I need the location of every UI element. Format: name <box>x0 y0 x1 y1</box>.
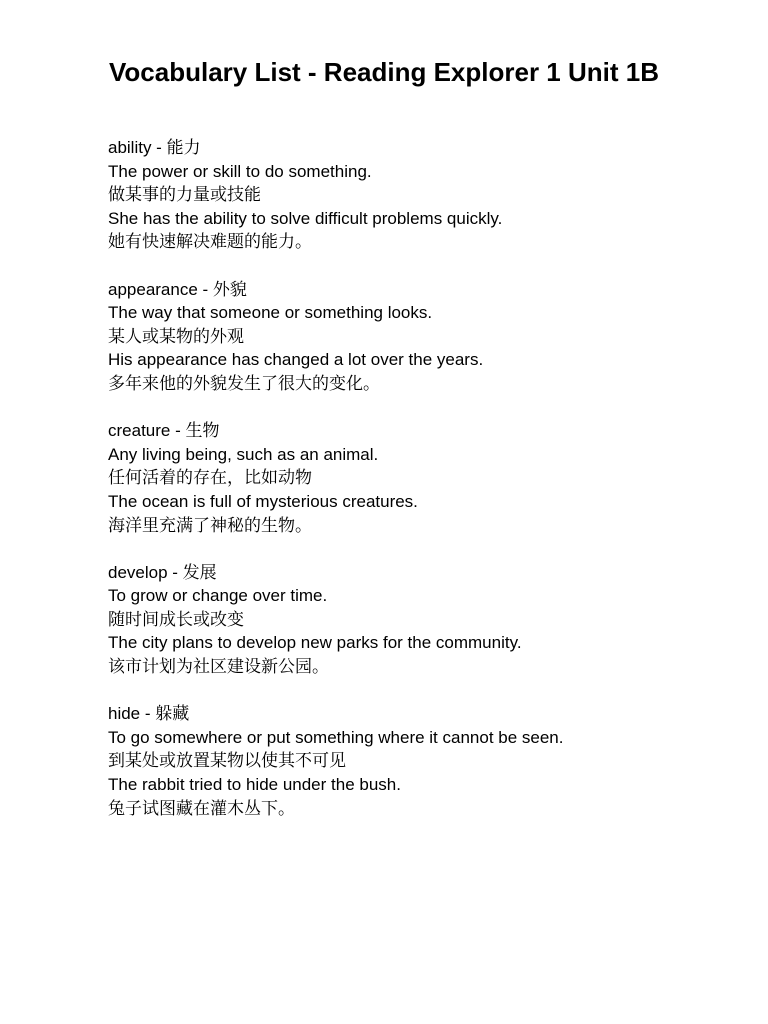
definition-english: The power or skill to do something. <box>108 161 372 181</box>
vocab-heading: appearance - 外貌 <box>108 279 247 299</box>
vocab-entry-hide <box>108 702 728 820</box>
example-chinese: 兔子试图藏在灌木丛下。 <box>108 798 295 818</box>
definition-chinese: 随时间成长或改变 <box>108 609 244 629</box>
example-english: She has the ability to solve difficult problems quickly. <box>108 208 503 228</box>
vocab-heading: ability - 能力 <box>108 138 201 157</box>
definition-english: To go somewhere or put something where it cannot be seen. <box>108 727 564 747</box>
vocab-entry-creature <box>108 419 728 537</box>
definition-chinese: 做某事的力量或技能 <box>108 185 261 205</box>
vocab-heading: creature - 生物 <box>108 421 220 441</box>
example-english: The rabbit tried to hide under the bush. <box>108 775 401 795</box>
definition-chinese: 某人或某物的外观 <box>108 326 244 346</box>
definition-english: Any living being, such as an animal. <box>108 444 379 464</box>
vocab-entry-develop <box>108 561 728 679</box>
vocab-entry-appearance <box>108 278 728 396</box>
example-english: The city plans to develop new parks for the community. <box>108 633 522 653</box>
definition-chinese: 到某处或放置某物以使其不可见 <box>108 751 346 771</box>
vocab-heading: hide - 躲藏 <box>108 704 190 724</box>
example-english: His appearance has changed a lot over the years. <box>108 350 484 370</box>
example-chinese: 她有快速解决难题的能力。 <box>108 232 312 252</box>
definition-chinese: 任何活着的存在，比如动物 <box>108 468 312 488</box>
example-chinese: 该市计划为社区建设新公园。 <box>108 657 329 677</box>
definition-english: To grow or change over time. <box>108 586 328 606</box>
definition-english: The way that someone or something looks. <box>108 303 433 323</box>
vocab-entry-ability <box>108 136 728 254</box>
example-chinese: 多年来他的外貌发生了很大的变化。 <box>108 373 380 393</box>
example-english: The ocean is full of mysterious creatures. <box>108 491 418 511</box>
page-title: Vocabulary List - Reading Explorer 1 Unit 1B <box>109 57 659 87</box>
vocab-heading: develop - 发展 <box>108 562 217 582</box>
example-chinese: 海洋里充满了神秘的生物。 <box>108 515 312 535</box>
vocabulary-list <box>108 136 728 844</box>
